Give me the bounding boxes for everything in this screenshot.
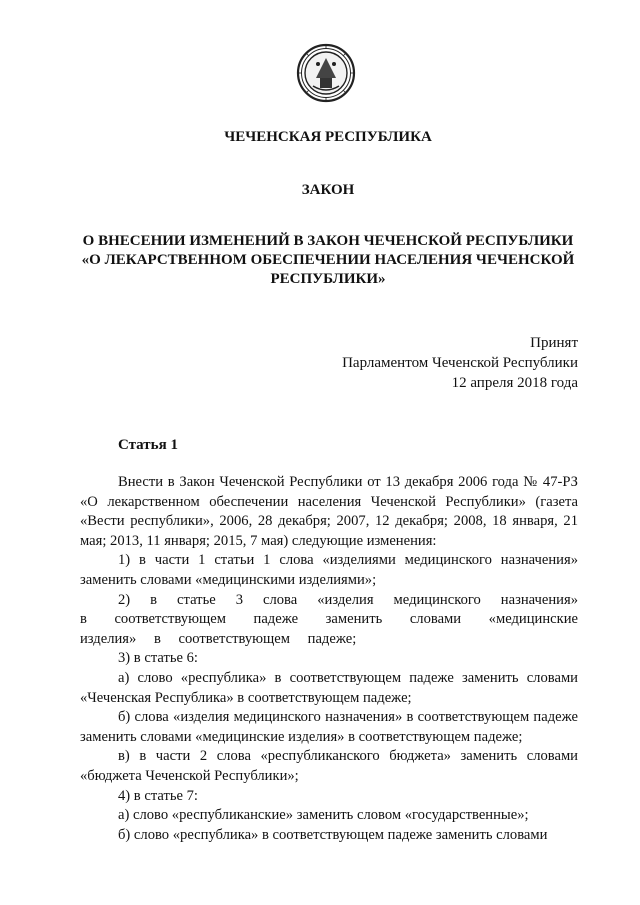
- law-title-line: О ВНЕСЕНИИ ИЗМЕНЕНИЙ В ЗАКОН ЧЕЧЕНСКОЙ РЕСПУБЛИКИ: [82, 233, 574, 249]
- adoption-line: Парламентом Чеченской Республики: [342, 355, 578, 371]
- paragraph: а) слово «республиканские» заменить словом «государственные»;: [118, 807, 529, 824]
- paragraph: 3) в статье 6:: [118, 650, 198, 667]
- paragraph: в) в части 2 слова «республиканского бюджета» заменить словами «бюджета Чеченской Республики»;: [80, 748, 578, 784]
- law-label: ЗАКОН: [301, 182, 355, 198]
- law-title: [60, 232, 596, 289]
- article-heading: Статья 1: [118, 437, 178, 453]
- republic-heading: ЧЕЧЕНСКАЯ РЕСПУБЛИКА: [224, 129, 432, 145]
- paragraph: 2) в статье 3 слова «изделия медицинского назначения» в соответствующем падеже заменить словами «медицинские изделия» в соответствующем падеже;: [80, 591, 578, 647]
- paragraph: а) слово «республика» в соответствующем падеже заменить словами «Чеченская Республика» в соответствующем падеже;: [80, 669, 578, 706]
- coat-of-arms-emblem: [296, 42, 356, 104]
- article-body: [80, 473, 578, 845]
- paragraph: Внести в Закон Чеченской Республики от 13 декабря 2006 года № 47-РЗ «О лекарственном обеспечении населения Чеченской Республики» (газета «Вести республики», 2006, 28 декабря; 2007, 12 декабря; 2008, 18 января, 21 мая; 2013, 11 января; 2015, 7 мая) следующие изменения:: [80, 474, 578, 549]
- paragraph: б) слова «изделия медицинского назначения» в соответствующем падеже заменить словами «медицинские изделия» в соответствующем падеже;: [80, 709, 578, 745]
- paragraph: 1) в части 1 статьи 1 слова «изделиями медицинского назначения» заменить словами «медицинскими изделиями»;: [80, 552, 578, 588]
- paragraph: 4) в статье 7:: [118, 787, 198, 804]
- adoption-date: 12 апреля 2018 года: [451, 375, 578, 391]
- law-title-line: РЕСПУБЛИКИ»: [270, 271, 386, 287]
- adoption-block: [342, 333, 578, 393]
- adoption-line: Принят: [530, 335, 578, 351]
- law-title-line: «О ЛЕКАРСТВЕННОМ ОБЕСПЕЧЕНИИ НАСЕЛЕНИЯ ЧЕЧЕНСКОЙ: [81, 252, 575, 268]
- paragraph: б) слово «республика» в соответствующем падеже заменить словами: [118, 826, 548, 843]
